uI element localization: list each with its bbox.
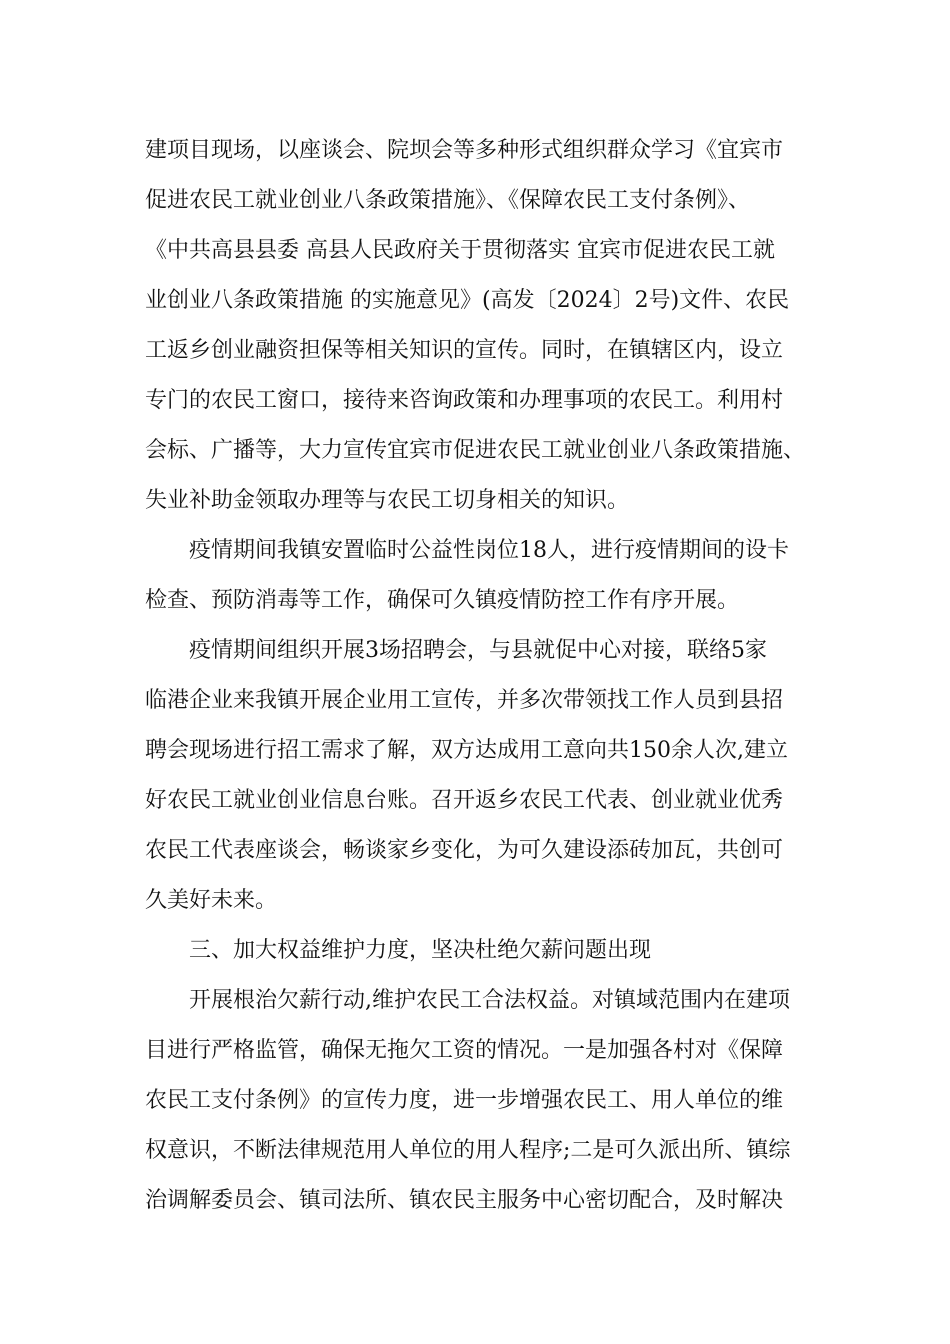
paragraph-3-line-1: 疫情期间组织开展3场招聘会，与县就促中心对接，联络5家 — [189, 638, 767, 663]
paragraph-1-line-2: 促进农民工就业创业八条政策措施》、《保障农民工支付条例》、 — [145, 188, 751, 213]
paragraph-3-line-2: 临港企业来我镇开展企业用工宣传，并多次带领找工作人员到县招 — [145, 688, 784, 713]
document-body — [145, 126, 835, 1226]
paragraph-5-line-4: 权意识，不断法律规范用人单位的用人程序;二是可久派出所、镇综 — [145, 1138, 791, 1163]
paragraph-5-line-2: 目进行严格监管，确保无拖欠工资的情况。一是加强各村对《保障 — [145, 1038, 784, 1063]
paragraph-1-line-3: 《中共高县县委 高县人民政府关于贯彻落实 宜宾市促进农民工就 — [145, 238, 775, 263]
paragraph-5-line-3: 农民工支付条例》的宣传力度，进一步增强农民工、用人单位的维 — [145, 1088, 784, 1113]
paragraph-1-line-6: 专门的农民工窗口，接待来咨询政策和办理事项的农民工。利用村 — [145, 388, 784, 413]
paragraph-5-line-1: 开展根治欠薪行动,维护农民工合法权益。对镇域范围内在建项 — [189, 988, 790, 1013]
paragraph-2-line-2: 检查、预防消毒等工作，确保可久镇疫情防控工作有序开展。 — [145, 588, 740, 613]
paragraph-3-line-3: 聘会现场进行招工需求了解，双方达成用工意向共150余人次,建立 — [145, 738, 788, 763]
paragraph-2-line-1: 疫情期间我镇安置临时公益性岗位18人，进行疫情期间的设卡 — [189, 538, 789, 563]
paragraph-1-line-1: 建项目现场，以座谈会、院坝会等多种形式组织群众学习《宜宾市 — [145, 138, 784, 163]
paragraph-1-line-7: 会标、广播等，大力宣传宜宾市促进农民工就业创业八条政策措施、 — [145, 438, 806, 463]
section-heading: 三、加大权益维护力度，坚决杜绝欠薪问题出现 — [189, 938, 652, 963]
paragraph-5-line-5: 治调解委员会、镇司法所、镇农民主服务中心密切配合，及时解决 — [145, 1188, 784, 1213]
paragraph-1-line-8: 失业补助金领取办理等与农民工切身相关的知识。 — [145, 488, 630, 513]
paragraph-3-line-5: 农民工代表座谈会，畅谈家乡变化，为可久建设添砖加瓦，共创可 — [145, 838, 784, 863]
paragraph-1-line-5: 工返乡创业融资担保等相关知识的宣传。同时，在镇辖区内，设立 — [145, 338, 784, 363]
paragraph-1-line-4: 业创业八条政策措施 的实施意见》(高发〔2024〕2号)文件、农民 — [145, 288, 790, 313]
paragraph-3-line-4: 好农民工就业创业信息台账。召开返乡农民工代表、创业就业优秀 — [145, 788, 784, 813]
paragraph-3-line-6: 久美好未来。 — [145, 888, 278, 913]
